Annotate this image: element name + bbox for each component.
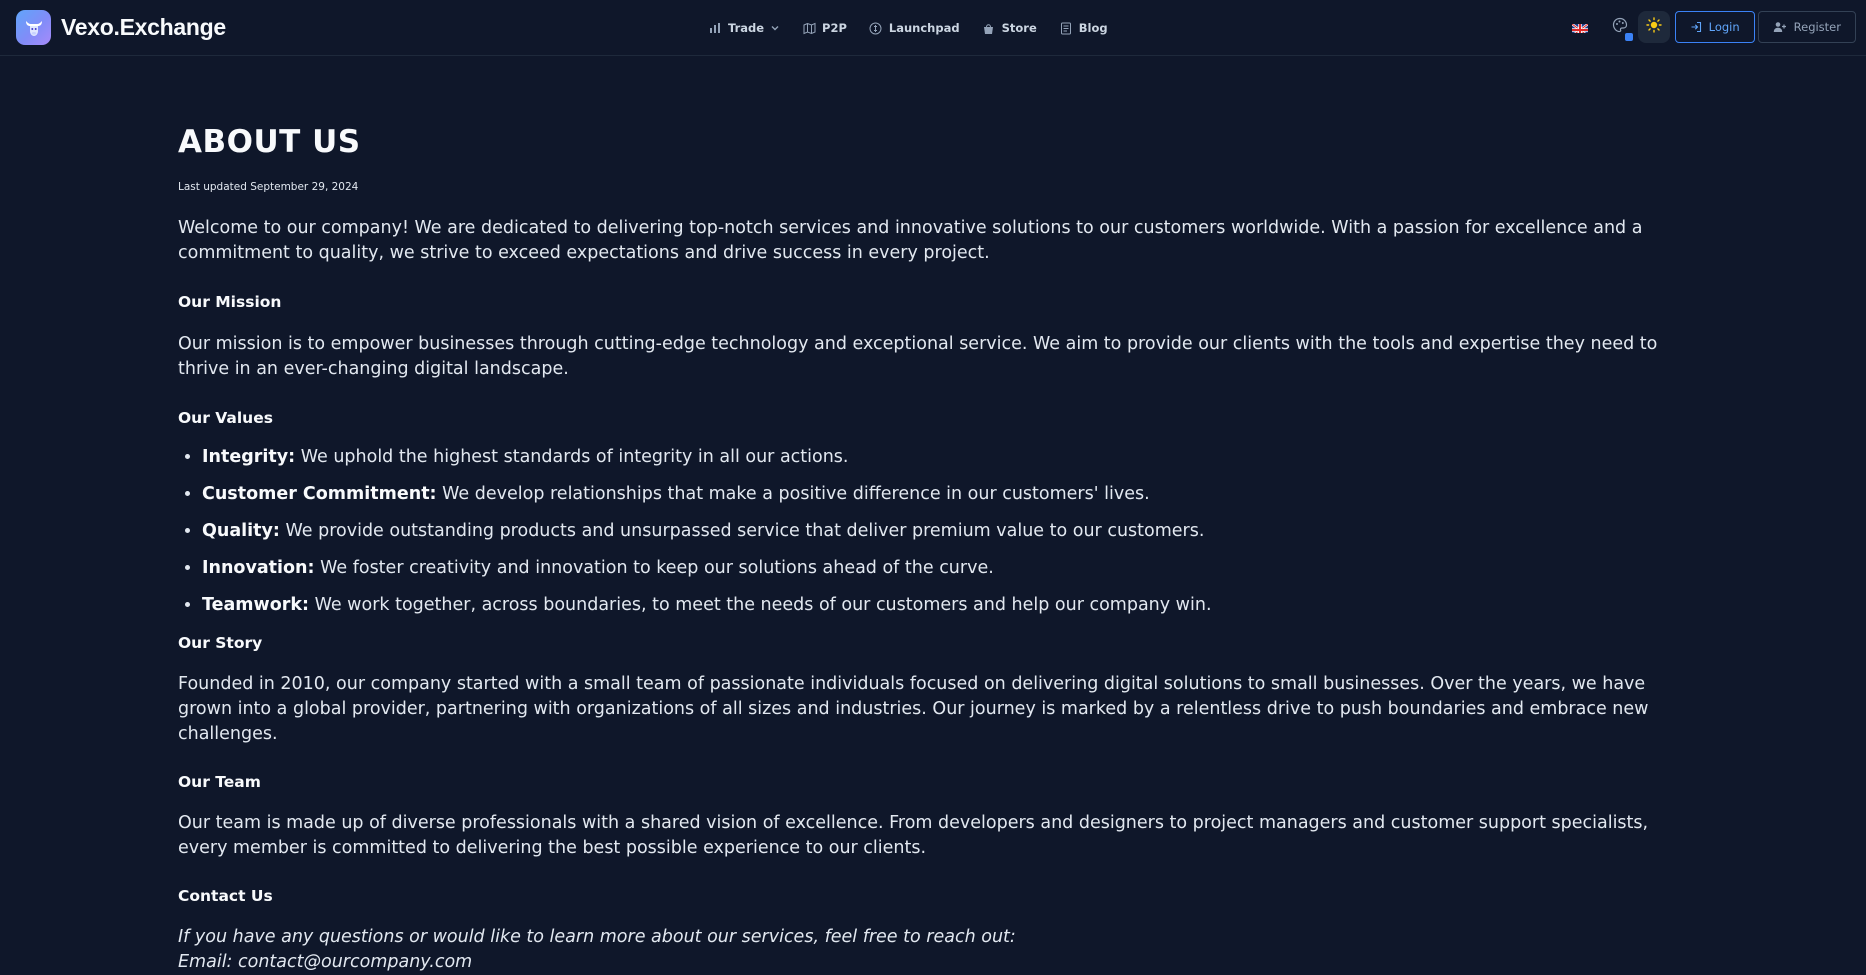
- value-term: Customer Commitment:: [202, 484, 437, 504]
- mission-paragraph: Our mission is to empower businesses through cutting-edge technology and exceptional service. We aim to provide our clients with the tools and expertise they need to thrive in an ever-changing digital landscape.: [178, 334, 1658, 379]
- list-item: [202, 556, 1698, 593]
- value-text: We uphold the highest standards of integrity in all our actions.: [300, 447, 849, 467]
- login-button[interactable]: [1675, 11, 1755, 43]
- nav-store-label: Store: [1001, 21, 1037, 35]
- register-label: Register: [1793, 20, 1841, 34]
- intro-paragraph: Welcome to our company! We are dedicated to delivering top-notch services and innovative solutions to our customers worldwide. With a passion for excellence and a commitment to quality, we strive to exceed expectations and drive success in every project.: [178, 218, 1643, 263]
- list-item: [202, 519, 1698, 556]
- mission-heading: Our Mission: [178, 293, 282, 311]
- nav-p2p-label: P2P: [822, 21, 847, 35]
- nav-store[interactable]: [982, 17, 1037, 39]
- nav-launchpad-label: Launchpad: [888, 21, 960, 35]
- page-title: ABOUT US: [178, 124, 361, 160]
- contact-intro: If you have any questions or would like to learn more about our services, feel free to reach out:: [178, 927, 1016, 947]
- value-term: Innovation:: [202, 558, 315, 578]
- list-item: [202, 482, 1698, 519]
- value-text: We work together, across boundaries, to meet the needs of our customers and help our company win.: [314, 595, 1212, 615]
- value-term: Teamwork:: [202, 595, 309, 615]
- coin-icon: [869, 21, 883, 35]
- bar-chart-icon: [708, 21, 722, 35]
- brand-name: Vexo.Exchange: [61, 14, 226, 40]
- sun-icon: [1646, 17, 1662, 37]
- value-term: Quality:: [202, 521, 280, 541]
- header-tools: [1572, 11, 1856, 43]
- story-heading: Our Story: [178, 634, 263, 652]
- map-icon: [802, 21, 816, 35]
- values-list: [178, 445, 1698, 630]
- login-icon: [1690, 21, 1702, 33]
- nav-p2p[interactable]: [802, 17, 847, 39]
- nav-blog[interactable]: [1059, 17, 1108, 39]
- list-item: [202, 445, 1698, 482]
- palette-accent-swatch: [1625, 33, 1633, 41]
- story-paragraph: Founded in 2010, our company started with a small team of passionate individuals focused on delivering digital solutions to small businesses. Over the years, we have grown into a global provider, partnering with organizations of all sizes and industries. Our journey is marked by a relentless drive to push boundaries and embrace new challenges.: [178, 674, 1649, 744]
- team-paragraph: Our team is made up of diverse professionals with a shared vision of excellence. From developers and designers to project managers and customer support specialists, every member is committed to delivering the best possible experience to our clients.: [178, 813, 1649, 858]
- nav-trade[interactable]: [708, 17, 780, 39]
- theme-toggle-button[interactable]: [1638, 11, 1670, 43]
- value-text: We foster creativity and innovation to keep our solutions ahead of the curve.: [320, 558, 994, 578]
- bull-logo-icon: [16, 10, 51, 45]
- value-term: Integrity:: [202, 447, 296, 467]
- values-heading: Our Values: [178, 409, 273, 427]
- uk-flag-icon[interactable]: [1572, 21, 1588, 33]
- contact-email: Email: contact@ourcompany.com: [178, 952, 473, 972]
- register-button[interactable]: [1758, 11, 1856, 43]
- user-plus-icon: [1773, 21, 1787, 33]
- value-text: We provide outstanding products and unsurpassed service that deliver premium value to our customers.: [285, 521, 1205, 541]
- list-item: [202, 593, 1698, 630]
- color-palette-button[interactable]: [1604, 11, 1636, 43]
- bag-icon: [982, 21, 996, 35]
- nav-blog-label: Blog: [1078, 21, 1108, 35]
- document-icon: [1059, 21, 1073, 35]
- main-nav: [708, 17, 1130, 39]
- nav-trade-label: Trade: [728, 21, 765, 35]
- chevron-down-icon: [770, 23, 780, 33]
- nav-launchpad[interactable]: [869, 17, 960, 39]
- last-updated: Last updated September 29, 2024: [178, 181, 359, 193]
- about-content: [178, 122, 1698, 975]
- team-heading: Our Team: [178, 773, 261, 791]
- value-text: We develop relationships that make a positive difference in our customers' lives.: [442, 484, 1150, 504]
- login-label: Login: [1708, 20, 1740, 34]
- brand-home-link[interactable]: [16, 10, 226, 45]
- contact-heading: Contact Us: [178, 887, 273, 905]
- top-navbar: [0, 0, 1866, 56]
